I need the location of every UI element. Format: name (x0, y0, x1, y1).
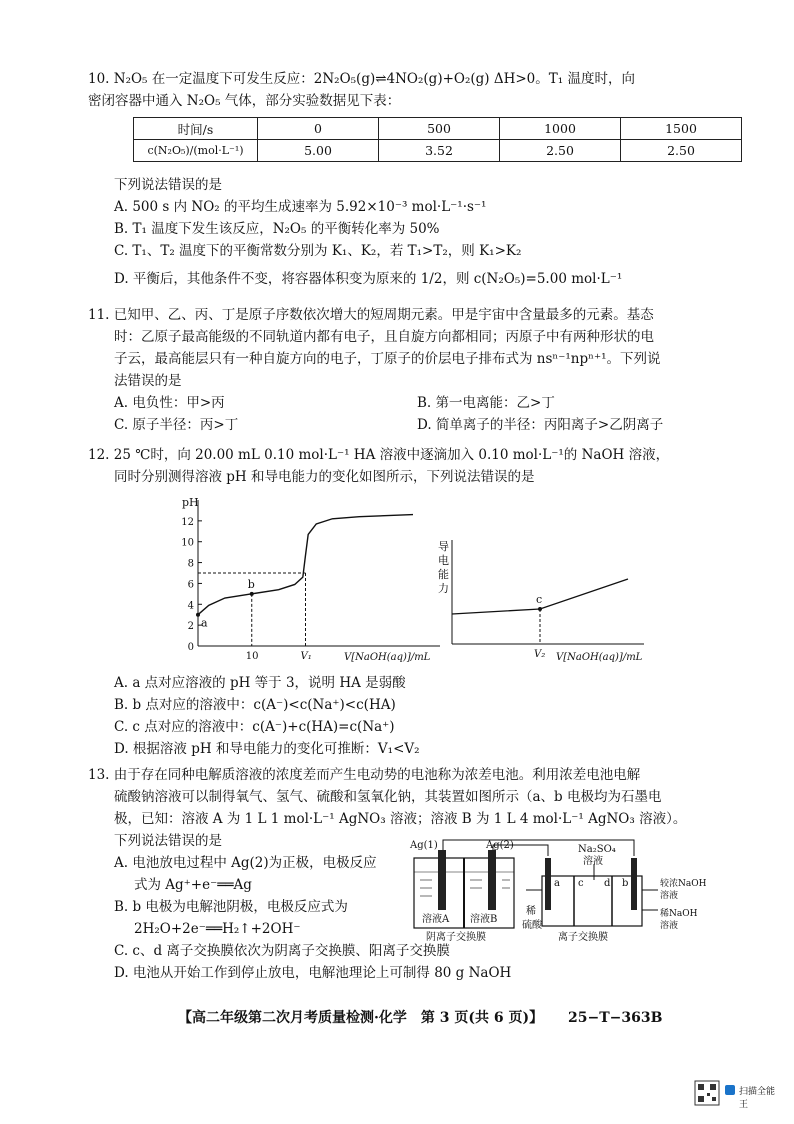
q11-option-a: A. 电负性：甲>丙 (114, 395, 225, 411)
solution-b-label: 溶液B (470, 914, 498, 925)
q11-option-d: D. 简单离子的半径：丙阳离子>乙阴离子 (417, 417, 664, 433)
ag2-label: Ag(2) (486, 840, 514, 851)
ph-titration-chart (168, 494, 448, 666)
q13-line3: 极，已知：溶液 A 为 1 L 1 mol·L⁻¹ AgNO₃ 溶液；溶液 B 为 1 L 4 mol·L⁻¹ AgNO₃ 溶液）。 (114, 811, 687, 827)
cond-y-label-char: 电 (438, 554, 449, 567)
q11-option-c: C. 原子半径：丙>丁 (114, 417, 239, 433)
ion-membrane-label: 离子交换膜 (558, 932, 608, 943)
q11-options-row2 (88, 414, 720, 436)
cond-x-label: V[NaOH(aq)]/mL (556, 652, 643, 663)
scanner-stamp (693, 1079, 781, 1109)
q11-option-b: B. 第一电离能：乙>丁 (417, 395, 555, 411)
q13-line1: 13. 由于存在同种电解质溶液的浓度差而产生电动势的电池称为浓差电池。利用浓差电池电解 (88, 767, 641, 783)
q10-ask: 下列说法错误的是 (114, 177, 222, 193)
question-10-options (88, 174, 720, 290)
q10-option-d: D. 平衡后，其他条件不变，将容器体积变为原来的 1/2，则 c(N₂O₅)=5.00 mol·L⁻¹ (114, 271, 623, 287)
question-11 (88, 304, 720, 436)
point-b (250, 592, 254, 596)
stamp-text: 扫描全能王 (739, 1086, 776, 1109)
q13-option-b-2: 2H₂O+2e⁻══H₂↑+2OH⁻ (134, 921, 301, 937)
q12-line1: 12. 25 ℃时，向 20.00 mL 0.10 mol·L⁻¹ HA 溶液中逐滴加入 0.10 mol·L⁻¹的 NaOH 溶液， (88, 447, 670, 463)
q11-line2: 时：乙原子最高能级的不同轨道内都有电子，且自旋方向都相同；丙原子中有两种形状的电 (114, 329, 654, 345)
na2so4-label: Na₂SO₄ (578, 844, 616, 855)
qr-block (707, 1093, 710, 1096)
q13-option-d: D. 电池从开始工作到停止放电，电解池理论上可制得 80 g NaOH (114, 965, 512, 981)
footer-code: 25−T−363B (567, 1010, 663, 1026)
point-a-label: a (201, 616, 208, 630)
ag1-electrode (438, 850, 446, 910)
x-tick-10: 10 (245, 651, 259, 662)
table-row (134, 118, 742, 140)
q10-stem-line1: 10. N₂O₅ 在一定温度下可发生反应：2N₂O₅(g)⇌4NO₂(g)+O₂(g) ΔH>0。T₁ 温度时，向 (88, 71, 635, 87)
question-12-options (88, 672, 720, 760)
q13-option-c: C. c、d 离子交换膜依次为阴离子交换膜、阳离子交换膜 (114, 943, 450, 959)
qr-block (712, 1097, 716, 1101)
q12-option-a: A. a 点对应溶液的 pH 等于 3，说明 HA 是弱酸 (114, 675, 406, 691)
electrode-b-label: b (622, 878, 629, 889)
y-tick-label: 10 (181, 537, 194, 549)
q13-line2: 硫酸钠溶液可以制得氧气、氢气、硫酸和氢氧化钠，其装置如图所示（a、b 电极均为石墨电 (114, 789, 662, 805)
table-cell: 3.52 (379, 140, 500, 162)
table-header-cell: 0 (258, 118, 379, 140)
question-10 (88, 68, 720, 112)
membrane-d-label: d (604, 878, 611, 889)
ph-y-label: pH (182, 496, 199, 509)
cond-y-label-char: 导 (438, 540, 449, 553)
table-cell: c(N₂O₅)/(mol·L⁻¹) (134, 140, 258, 162)
q10-data-table (133, 117, 742, 162)
ph-y-ticks (181, 517, 202, 653)
anion-membrane-label: 阴离子交换膜 (426, 932, 486, 943)
electrode-a-label: a (554, 878, 560, 889)
electrode-a (545, 858, 551, 910)
q11-line1: 11. 已知甲、乙、丙、丁是原子序数依次增大的短周期元素。甲是宇宙中含量最多的元素。基态 (88, 307, 654, 323)
ag2-electrode (488, 850, 496, 910)
y-tick-label: 6 (187, 579, 194, 591)
solution-a-label: 溶液A (422, 914, 450, 925)
dilute-h2so4-label-1: 稀 (526, 906, 536, 917)
table-cell: 5.00 (258, 140, 379, 162)
x-tick-v1: V₁ (300, 651, 312, 662)
dilute-h2so4-label-2: 硫酸 (522, 920, 542, 931)
cs-logo-icon (725, 1085, 735, 1095)
table-header-cell: 时间/s (134, 118, 258, 140)
question-12 (88, 444, 720, 488)
concentration-cell-diagram (408, 836, 720, 944)
cond-y-label-char: 力 (438, 582, 449, 595)
qr-block (710, 1084, 716, 1090)
y-tick-label: 2 (187, 621, 194, 633)
cond-y-label (438, 540, 449, 595)
q11-line4: 法错误的是 (114, 373, 182, 389)
q10-option-b: B. T₁ 温度下发生该反应，N₂O₅ 的平衡转化率为 50% (114, 221, 440, 237)
point-c-label: c (536, 593, 543, 606)
q12-option-c: C. c 点对应的溶液中：c(A⁻)+c(HA)=c(Na⁺) (114, 719, 395, 735)
q11-line3: 子云，最高能层只有一种自旋方向的电子，丁原子的价层电子排布式为 nsⁿ⁻¹npⁿ⁺¹。下列说 (114, 351, 661, 367)
dil-naoh-label-2: 溶液 (660, 921, 679, 931)
x-tick-v2: V₂ (534, 649, 546, 660)
y-tick-label: 0 (187, 642, 194, 653)
electrode-b (631, 858, 637, 910)
q12-option-b: B. b 点对应的溶液中：c(A⁻)<c(Na⁺)<c(HA) (114, 697, 396, 713)
q13-option-b-1: B. b 电极为电解池阴极，电极反应式为 (114, 899, 348, 915)
y-tick-label: 12 (181, 516, 194, 528)
y-tick-label: 4 (187, 600, 194, 612)
ph-x-label: V[NaOH(aq)]/mL (344, 652, 431, 663)
table-cell: 2.50 (621, 140, 742, 162)
q10-stem-line2: 密闭容器中通入 N₂O₅ 气体，部分实验数据见下表： (88, 93, 401, 109)
ag1-label: Ag(1) (410, 840, 438, 851)
q12-option-d: D. 根据溶液 pH 和导电能力的变化可推断：V₁<V₂ (114, 741, 420, 757)
membrane-c-label: c (578, 878, 584, 889)
q12-line2: 同时分别测得溶液 pH 和导电能力的变化如图所示，下列说法错误的是 (114, 469, 535, 485)
table-header-cell: 1000 (500, 118, 621, 140)
conc-naoh-label-2: 溶液 (660, 891, 679, 901)
point-b-label: b (247, 577, 255, 591)
footer-title: 【高二年级第二次月考质量检测·化学 第 3 页(共 6 页)】 (178, 1010, 544, 1026)
table-row (134, 140, 742, 162)
q10-option-a: A. 500 s 内 NO₂ 的平均生成速率为 5.92×10⁻³ mol·L⁻¹·s⁻¹ (114, 199, 487, 215)
table-header-cell: 1500 (621, 118, 742, 140)
q13-option-a-1: A. 电池放电过程中 Ag(2)为正极，电极反应 (114, 855, 377, 871)
na2so4-label-2: 溶液 (583, 856, 603, 867)
page-footer (178, 1007, 738, 1027)
qr-block (698, 1096, 704, 1102)
conc-naoh-label-1: 较浓NaOH (660, 879, 707, 889)
point-a (196, 613, 200, 617)
conductivity-chart (432, 536, 652, 666)
table-header-cell: 500 (379, 118, 500, 140)
qr-block (698, 1084, 704, 1090)
cond-y-label-char: 能 (438, 568, 449, 581)
dil-naoh-label-1: 稀NaOH (660, 909, 698, 919)
y-tick-label: 8 (187, 558, 194, 570)
q11-options-row1 (88, 392, 720, 414)
point-c (538, 607, 542, 611)
q13-line4: 下列说法错误的是 (114, 833, 222, 849)
q13-option-a-2: 式为 Ag⁺+e⁻══Ag (134, 877, 252, 893)
q10-option-c: C. T₁、T₂ 温度下的平衡常数分别为 K₁、K₂，若 T₁>T₂，则 K₁>K₂ (114, 243, 522, 259)
table-cell: 2.50 (500, 140, 621, 162)
